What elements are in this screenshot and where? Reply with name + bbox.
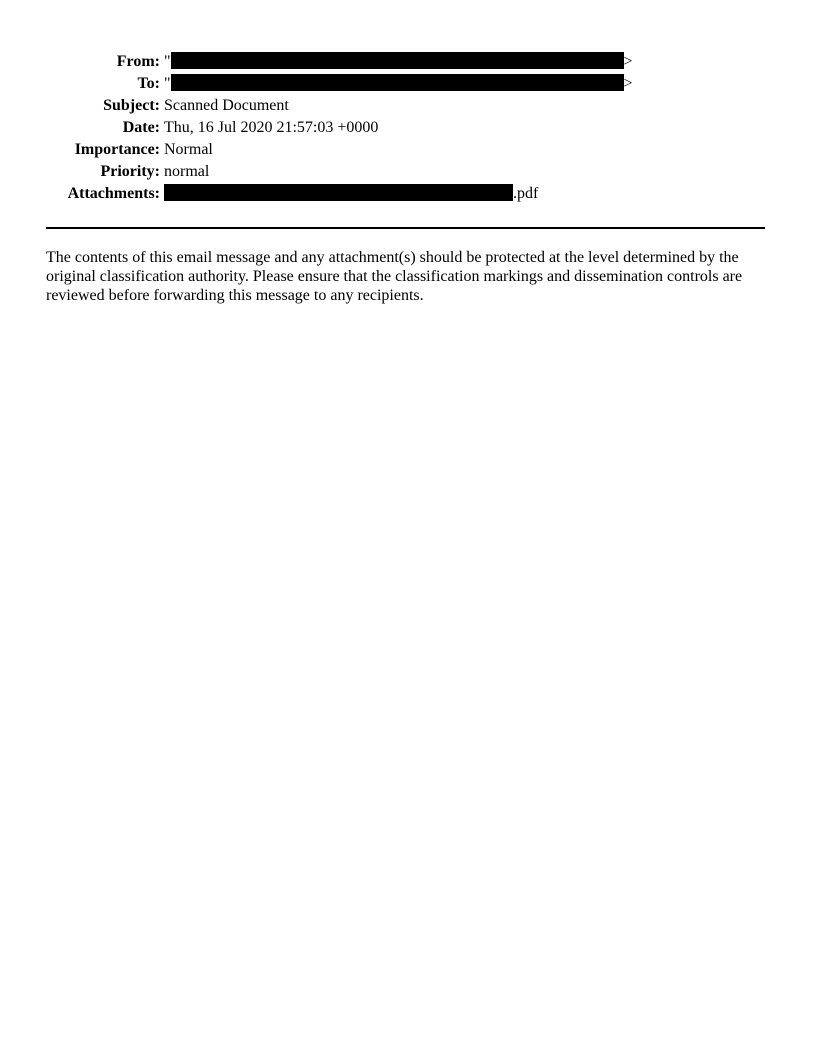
to-close-bracket: > — [623, 75, 633, 92]
importance-label: Importance: — [74, 141, 160, 158]
to-redaction — [171, 74, 624, 91]
subject-value: Scanned Document — [164, 97, 289, 114]
attachment-link[interactable] — [164, 183, 538, 205]
from-open-quote: " — [164, 53, 171, 70]
priority-row — [0, 161, 816, 183]
to-row — [0, 73, 816, 95]
date-value: Thu, 16 Jul 2020 21:57:03 +0000 — [164, 119, 379, 136]
to-label: To: — [137, 75, 160, 92]
attachment-redaction — [164, 184, 513, 201]
importance-row — [0, 139, 816, 161]
from-close-bracket: > — [623, 53, 633, 70]
priority-label: Priority: — [100, 163, 160, 180]
date-row — [0, 117, 816, 139]
subject-label: Subject: — [103, 97, 160, 114]
from-row — [0, 51, 816, 73]
importance-value: Normal — [164, 141, 213, 158]
from-label: From: — [116, 53, 160, 70]
from-value — [164, 51, 633, 73]
to-value — [164, 73, 633, 95]
subject-row — [0, 95, 816, 117]
from-redaction — [171, 52, 624, 69]
disclaimer-text: The contents of this email message and any attachment(s) should be protected at the level determined by the original classification authority. Please ensure that the classification markings and dissemination controls are reviewed before forwarding this message to any recipients. — [46, 249, 743, 304]
to-open-quote: " — [164, 75, 171, 92]
attachments-row — [0, 183, 816, 205]
attachments-label: Attachments: — [67, 185, 160, 202]
email-header — [0, 51, 816, 205]
date-label: Date: — [122, 119, 160, 136]
header-divider — [46, 227, 765, 229]
attachment-extension: .pdf — [513, 185, 539, 202]
priority-value: normal — [164, 163, 210, 180]
